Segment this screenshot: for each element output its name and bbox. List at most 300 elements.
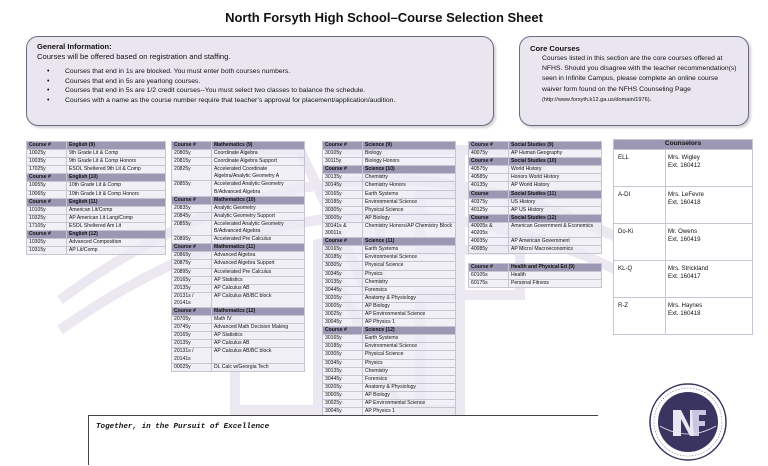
course-name: Physics — [363, 270, 456, 278]
course-number: 30105y — [323, 150, 363, 158]
course-row — [323, 222, 456, 237]
course-row — [323, 359, 456, 367]
course-name: Social Studies (10) — [509, 158, 602, 166]
school-seal-logo — [648, 382, 728, 462]
course-row — [469, 150, 602, 158]
bullet-item: • Courses that end in 5s are 1/2 credit courses--You must select two classes to balance the schedule. — [43, 86, 483, 96]
course-name: 9th Grade Lit & Comp — [67, 150, 166, 158]
course-name: Mathematics (11) — [212, 244, 305, 252]
page-title: North Forsyth High School–Course Selection Sheet — [225, 10, 543, 25]
course-name: Environmental Science — [363, 254, 456, 262]
course-row — [172, 252, 305, 260]
course-name: AP US History — [509, 206, 602, 214]
course-number: 40005s & 40205s — [469, 222, 509, 237]
course-name: AP Biology — [363, 214, 456, 222]
general-information-box — [26, 36, 494, 126]
course-name: Mathematics (12) — [212, 307, 305, 315]
course-number: Course # — [27, 231, 67, 239]
course-row — [469, 174, 602, 182]
course-number: 17025y — [27, 166, 67, 174]
course-number: 40585y — [469, 174, 509, 182]
course-name: Chemistry Honors/AP Chemistry Block — [363, 222, 456, 237]
course-number: 10325y — [27, 214, 67, 222]
course-number: 30185y — [323, 254, 363, 262]
course-row — [469, 222, 602, 237]
counselor-name: Mrs. Haynes — [668, 302, 703, 309]
course-number: 30305y — [323, 351, 363, 359]
course-number: 20165y — [172, 276, 212, 284]
counselor-ext: Ext. 160418 — [668, 199, 701, 206]
course-name: ESOL Sheltered 9th Lit & Comp — [67, 166, 166, 174]
course-row — [323, 262, 456, 270]
course-row — [172, 260, 305, 268]
counselors-header: Counselors — [614, 140, 753, 150]
course-name: English (11) — [67, 198, 166, 206]
course-row — [323, 174, 456, 182]
course-row — [172, 284, 305, 292]
course-row — [27, 214, 166, 222]
course-number: Course # — [469, 158, 509, 166]
course-name: Science (10) — [363, 166, 456, 174]
subject-header: Health and Physical Ed (9) — [509, 264, 602, 272]
subject-header: Mathematics (9) — [212, 142, 305, 150]
course-row — [27, 158, 166, 166]
course-row — [323, 190, 456, 198]
course-number: 30305y — [323, 206, 363, 214]
counselor-info — [666, 224, 753, 261]
course-row — [323, 351, 456, 359]
course-number: 20705y — [172, 316, 212, 324]
course-row — [469, 246, 602, 254]
course-number: 20815y — [172, 158, 212, 166]
course-row — [469, 206, 602, 214]
course-name: AP Statistics — [212, 276, 305, 284]
course-name: AP Physics 1 — [363, 408, 456, 416]
course-row — [172, 332, 305, 340]
course-row — [172, 212, 305, 220]
course-number: 20131s / 20141s — [172, 348, 212, 363]
course-number: 30185y — [323, 198, 363, 206]
science-course-table — [322, 141, 456, 416]
course-name: ESOL Sheltered Am Lit — [67, 222, 166, 230]
course-number: 20825y — [172, 166, 212, 181]
course-number: 10105y — [27, 206, 67, 214]
core-body — [530, 54, 738, 105]
course-name: AP Micro/ Macroeconomics — [509, 246, 602, 254]
course-name: AP Calculus AB — [212, 340, 305, 348]
course-row — [172, 268, 305, 276]
course-row — [27, 206, 166, 214]
core-courses-box — [519, 36, 749, 126]
course-number: 30145y — [323, 182, 363, 190]
bullet-item: • Courses with a name as the course number require that teacher’s approval for placement/application/audition. — [43, 96, 483, 106]
course-name: Earth Systems — [363, 246, 456, 254]
counselor-row — [614, 298, 753, 335]
section-subheader-row — [172, 307, 305, 315]
course-row — [323, 150, 456, 158]
course-name: Science (12) — [363, 327, 456, 335]
course-number: Course — [469, 190, 509, 198]
course-row — [323, 335, 456, 343]
course-number: 20165y — [172, 332, 212, 340]
course-number: 20131s / 20141s — [172, 292, 212, 307]
course-name: AP Physics 1 — [363, 319, 456, 327]
course-row — [323, 391, 456, 399]
counselor-row — [614, 150, 753, 187]
course-row — [172, 158, 305, 166]
course-name: Accelerated Analytic Geometry B/Advanced Algebra — [212, 181, 305, 196]
section-subheader-row — [27, 174, 166, 182]
course-name: Chemistry — [363, 174, 456, 182]
course-number: Course # — [27, 198, 67, 206]
course-name: Chemistry — [363, 278, 456, 286]
course-name: Analytic Geometry Support — [212, 212, 305, 220]
course-row — [469, 280, 602, 288]
course-name: Earth Systems — [363, 190, 456, 198]
course-row — [323, 206, 456, 214]
course-row — [172, 276, 305, 284]
course-row — [323, 182, 456, 190]
counselor-ext: Ext. 160417 — [668, 273, 701, 280]
course-row — [172, 348, 305, 363]
course-name: Accelerated Coordinate Algebra/Analytic Geometry A — [212, 166, 305, 181]
course-name: Coordinate Algebra — [212, 150, 305, 158]
course-row — [469, 272, 602, 280]
counselor-letters: ELL — [614, 150, 666, 187]
course-number: 20855y — [172, 181, 212, 196]
counselor-name: Mr. Owens — [668, 228, 698, 235]
course-number: Course # — [172, 196, 212, 204]
bullet-item: • Courses that end in 1s are blocked. You must enter both courses numbers. — [43, 67, 483, 77]
course-number: 30141s & 30011s — [323, 222, 363, 237]
section-subheader-row — [469, 214, 602, 222]
course-number: 40125y — [469, 206, 509, 214]
health-pe-course-table — [468, 263, 602, 288]
course-number: 30025y — [323, 400, 363, 408]
counselor-info — [666, 298, 753, 335]
counselor-ext: Ext. 160418 — [668, 310, 701, 317]
course-number: 20895y — [172, 236, 212, 244]
course-name: Honors World History — [509, 174, 602, 182]
course-name: English (10) — [67, 174, 166, 182]
course-number: 10305y — [27, 239, 67, 247]
course-number: 60105s — [469, 272, 509, 280]
course-name: American Lit/Comp — [67, 206, 166, 214]
general-intro: Courses will be offered based on registration and staffing. — [37, 52, 231, 61]
course-number: 20865y — [172, 252, 212, 260]
course-name: AP Biology — [363, 391, 456, 399]
course-row — [323, 310, 456, 318]
course-name: Biology Honors — [363, 158, 456, 166]
course-name: Health — [509, 272, 602, 280]
course-number: 20135y — [172, 340, 212, 348]
counselor-info — [666, 150, 753, 187]
bullet-item: • Courses that end in 5s are yearlong courses. — [43, 77, 483, 87]
course-row — [172, 220, 305, 235]
course-number: 40075y — [469, 150, 509, 158]
course-name: World History — [509, 166, 602, 174]
course-name: Forensics — [363, 375, 456, 383]
course-number: Course — [469, 214, 509, 222]
course-name: AP Calculus AB/BC block — [212, 348, 305, 363]
course-number: 17105y — [27, 222, 67, 230]
course-name: Advanced Algebra — [212, 252, 305, 260]
table-header-row — [469, 264, 602, 272]
footer-tagline: Together, in the Pursuit of Excellence — [96, 423, 270, 431]
course-number: 20835y — [172, 204, 212, 212]
general-bullets — [37, 67, 483, 105]
course-name: Physics — [363, 359, 456, 367]
course-name: Analytic Geometry — [212, 204, 305, 212]
course-number-header: Course # — [469, 264, 509, 272]
course-number: 30205y — [323, 294, 363, 302]
course-name: Physical Science — [363, 351, 456, 359]
course-number: 30165y — [323, 246, 363, 254]
section-subheader-row — [172, 244, 305, 252]
course-row — [323, 383, 456, 391]
course-number: 30165y — [323, 335, 363, 343]
course-row — [469, 198, 602, 206]
course-name: Social Studies (12) — [509, 214, 602, 222]
footer-rule — [88, 415, 598, 416]
course-name: Coordinate Algebra Support — [212, 158, 305, 166]
course-name: Accelerated Analytic Geometry B/Advanced Algebra — [212, 220, 305, 235]
course-row — [27, 182, 166, 190]
course-row — [172, 236, 305, 244]
course-number: 30445y — [323, 375, 363, 383]
section-subheader-row — [469, 190, 602, 198]
course-row — [323, 214, 456, 222]
course-number: 20855y — [172, 220, 212, 235]
section-subheader-row — [27, 198, 166, 206]
table-header-row — [27, 142, 166, 150]
course-number: 10065y — [27, 190, 67, 198]
counselor-row — [614, 187, 753, 224]
footer-rule-vertical — [88, 415, 89, 465]
section-subheader-row — [469, 158, 602, 166]
course-number: 40135y — [469, 182, 509, 190]
course-row — [172, 292, 305, 307]
counseling-page-link[interactable]: (http://www.forsyth.k12.ga.us/domain/1976) — [542, 96, 650, 103]
english-course-table — [26, 141, 166, 255]
section-subheader-row — [323, 327, 456, 335]
course-number: 30135y — [323, 278, 363, 286]
course-row — [323, 400, 456, 408]
course-row — [172, 181, 305, 196]
counselor-info — [666, 261, 753, 298]
course-number: 20745y — [172, 324, 212, 332]
table-header-row — [172, 142, 305, 150]
subject-header: English (9) — [67, 142, 166, 150]
course-row — [323, 343, 456, 351]
section-subheader-row — [323, 238, 456, 246]
course-name: AP Calculus AB/BC block — [212, 292, 305, 307]
counselor-letters: A-DI — [614, 187, 666, 224]
section-subheader-row — [323, 166, 456, 174]
course-row — [172, 340, 305, 348]
course-number: 30165y — [323, 190, 363, 198]
course-row — [27, 222, 166, 230]
course-row — [323, 375, 456, 383]
course-number: 10025y — [27, 150, 67, 158]
course-number: 30345y — [323, 359, 363, 367]
course-name: Advanced Composition — [67, 239, 166, 247]
course-name: Anatomy & Physiology — [363, 294, 456, 302]
course-number: Course # — [27, 174, 67, 182]
course-number-header: Course # — [27, 142, 67, 150]
course-number: 30135y — [323, 174, 363, 182]
course-number: 30345y — [323, 270, 363, 278]
course-number: 30445y — [323, 286, 363, 294]
course-number: 20805y — [172, 150, 212, 158]
course-name: Accelerated Pre Calculus — [212, 236, 305, 244]
course-number: 30005y — [323, 214, 363, 222]
course-row — [323, 254, 456, 262]
counselor-name: Mrs. LeFevre — [668, 191, 704, 198]
course-name: Science (11) — [363, 238, 456, 246]
counselor-name: Mrs. Strickland — [668, 265, 709, 272]
course-row — [323, 367, 456, 375]
subject-header: Science (9) — [363, 142, 456, 150]
course-name: Environmental Science — [363, 343, 456, 351]
course-number: 40375y — [469, 198, 509, 206]
course-number: 60175s — [469, 280, 509, 288]
course-number: Course # — [323, 238, 363, 246]
course-row — [172, 363, 305, 371]
core-body-text: Courses listed in this section are the core courses offered at NFHS. Should you disagree with the teacher recommendation(s) seen in Infinite Campus, please complete an online course waiver form found on the NFHS Counseling Page — [542, 55, 737, 93]
counselor-ext: Ext. 160419 — [668, 236, 701, 243]
course-name: AP Lit/Comp — [67, 247, 166, 255]
course-number: 20845y — [172, 212, 212, 220]
course-number: Course # — [323, 166, 363, 174]
course-number: 00025y — [172, 363, 212, 371]
course-name: Chemistry Honors — [363, 182, 456, 190]
course-number: 10315y — [27, 247, 67, 255]
course-row — [323, 270, 456, 278]
course-row — [469, 166, 602, 174]
course-row — [323, 198, 456, 206]
course-row — [27, 247, 166, 255]
core-url-tail: . — [649, 95, 652, 103]
course-number-header: Course # — [469, 142, 509, 150]
course-number: 30305y — [323, 262, 363, 270]
course-name: AP Biology — [363, 302, 456, 310]
course-row — [27, 150, 166, 158]
course-row — [172, 166, 305, 181]
social-studies-course-table — [468, 141, 602, 254]
course-name: English (12) — [67, 231, 166, 239]
course-number: 20895y — [172, 268, 212, 276]
course-row — [323, 278, 456, 286]
counselor-letters: Do-Ki — [614, 224, 666, 261]
course-row — [469, 182, 602, 190]
course-name: Anatomy & Physiology — [363, 383, 456, 391]
course-name: Environmental Science — [363, 198, 456, 206]
section-subheader-row — [27, 231, 166, 239]
course-name: AP American Government — [509, 238, 602, 246]
course-name: AP Calculus AB — [212, 284, 305, 292]
course-number: 10035y — [27, 158, 67, 166]
course-row — [323, 302, 456, 310]
counselor-letters: KL-Q — [614, 261, 666, 298]
counselor-info — [666, 187, 753, 224]
counselor-ext: Ext. 160412 — [668, 162, 701, 169]
table-header-row — [469, 142, 602, 150]
course-number: 40085y — [469, 246, 509, 254]
course-number: 40035y — [469, 238, 509, 246]
course-name: 10th Grade Lit & Comp — [67, 182, 166, 190]
counselor-name: Mrs. Wigley — [668, 154, 700, 161]
course-row — [323, 319, 456, 327]
course-number: 30115y — [323, 158, 363, 166]
course-row — [172, 204, 305, 212]
table-header-row — [323, 142, 456, 150]
course-number: Course # — [323, 327, 363, 335]
counselor-row — [614, 224, 753, 261]
counselor-letters: R-Z — [614, 298, 666, 335]
course-name: AP World History — [509, 182, 602, 190]
course-name: Advanced Algebra Support — [212, 260, 305, 268]
course-name: AP Human Geography — [509, 150, 602, 158]
course-name: Accelerated Pre Calculus — [212, 268, 305, 276]
course-name: Advanced Math Decision Making — [212, 324, 305, 332]
course-name: AP American Lit Lang/Comp — [67, 214, 166, 222]
course-name: 9th Grade Lit & Comp Honors — [67, 158, 166, 166]
course-name: American Government & Economics — [509, 222, 602, 237]
math-course-table — [171, 141, 305, 372]
course-row — [172, 150, 305, 158]
course-number: Course # — [172, 307, 212, 315]
course-row — [27, 190, 166, 198]
course-number-header: Course # — [172, 142, 212, 150]
course-name: AP Environmental Science — [363, 310, 456, 318]
course-number: 20135y — [172, 284, 212, 292]
course-name: Forensics — [363, 286, 456, 294]
course-row — [172, 324, 305, 332]
course-name: AP Environmental Science — [363, 400, 456, 408]
section-subheader-row — [172, 196, 305, 204]
course-name: Social Studies (11) — [509, 190, 602, 198]
course-row — [27, 166, 166, 174]
course-name: Math IV — [212, 316, 305, 324]
course-number: 30025y — [323, 310, 363, 318]
general-heading: General Information: — [37, 42, 112, 51]
course-row — [469, 238, 602, 246]
course-name: Biology — [363, 150, 456, 158]
course-name: Chemistry — [363, 367, 456, 375]
course-name: Mathematics (10) — [212, 196, 305, 204]
course-number: 30185y — [323, 343, 363, 351]
course-number: 30205y — [323, 383, 363, 391]
course-name: Physical Science — [363, 206, 456, 214]
course-number: Course # — [172, 244, 212, 252]
course-number: 30135y — [323, 367, 363, 375]
core-heading: Core Courses — [530, 44, 580, 53]
course-name: Earth Systems — [363, 335, 456, 343]
course-name: DL Calc w/Georgia Tech — [212, 363, 305, 371]
course-number: 40575y — [469, 166, 509, 174]
course-number: 30005y — [323, 391, 363, 399]
course-number: 30045y — [323, 319, 363, 327]
course-row — [172, 316, 305, 324]
course-name: Physical Science — [363, 262, 456, 270]
course-number: 30045y — [323, 408, 363, 416]
course-row — [323, 294, 456, 302]
course-row — [27, 239, 166, 247]
course-name: Personal Fitness — [509, 280, 602, 288]
course-number: 30005y — [323, 302, 363, 310]
course-number: 20875y — [172, 260, 212, 268]
